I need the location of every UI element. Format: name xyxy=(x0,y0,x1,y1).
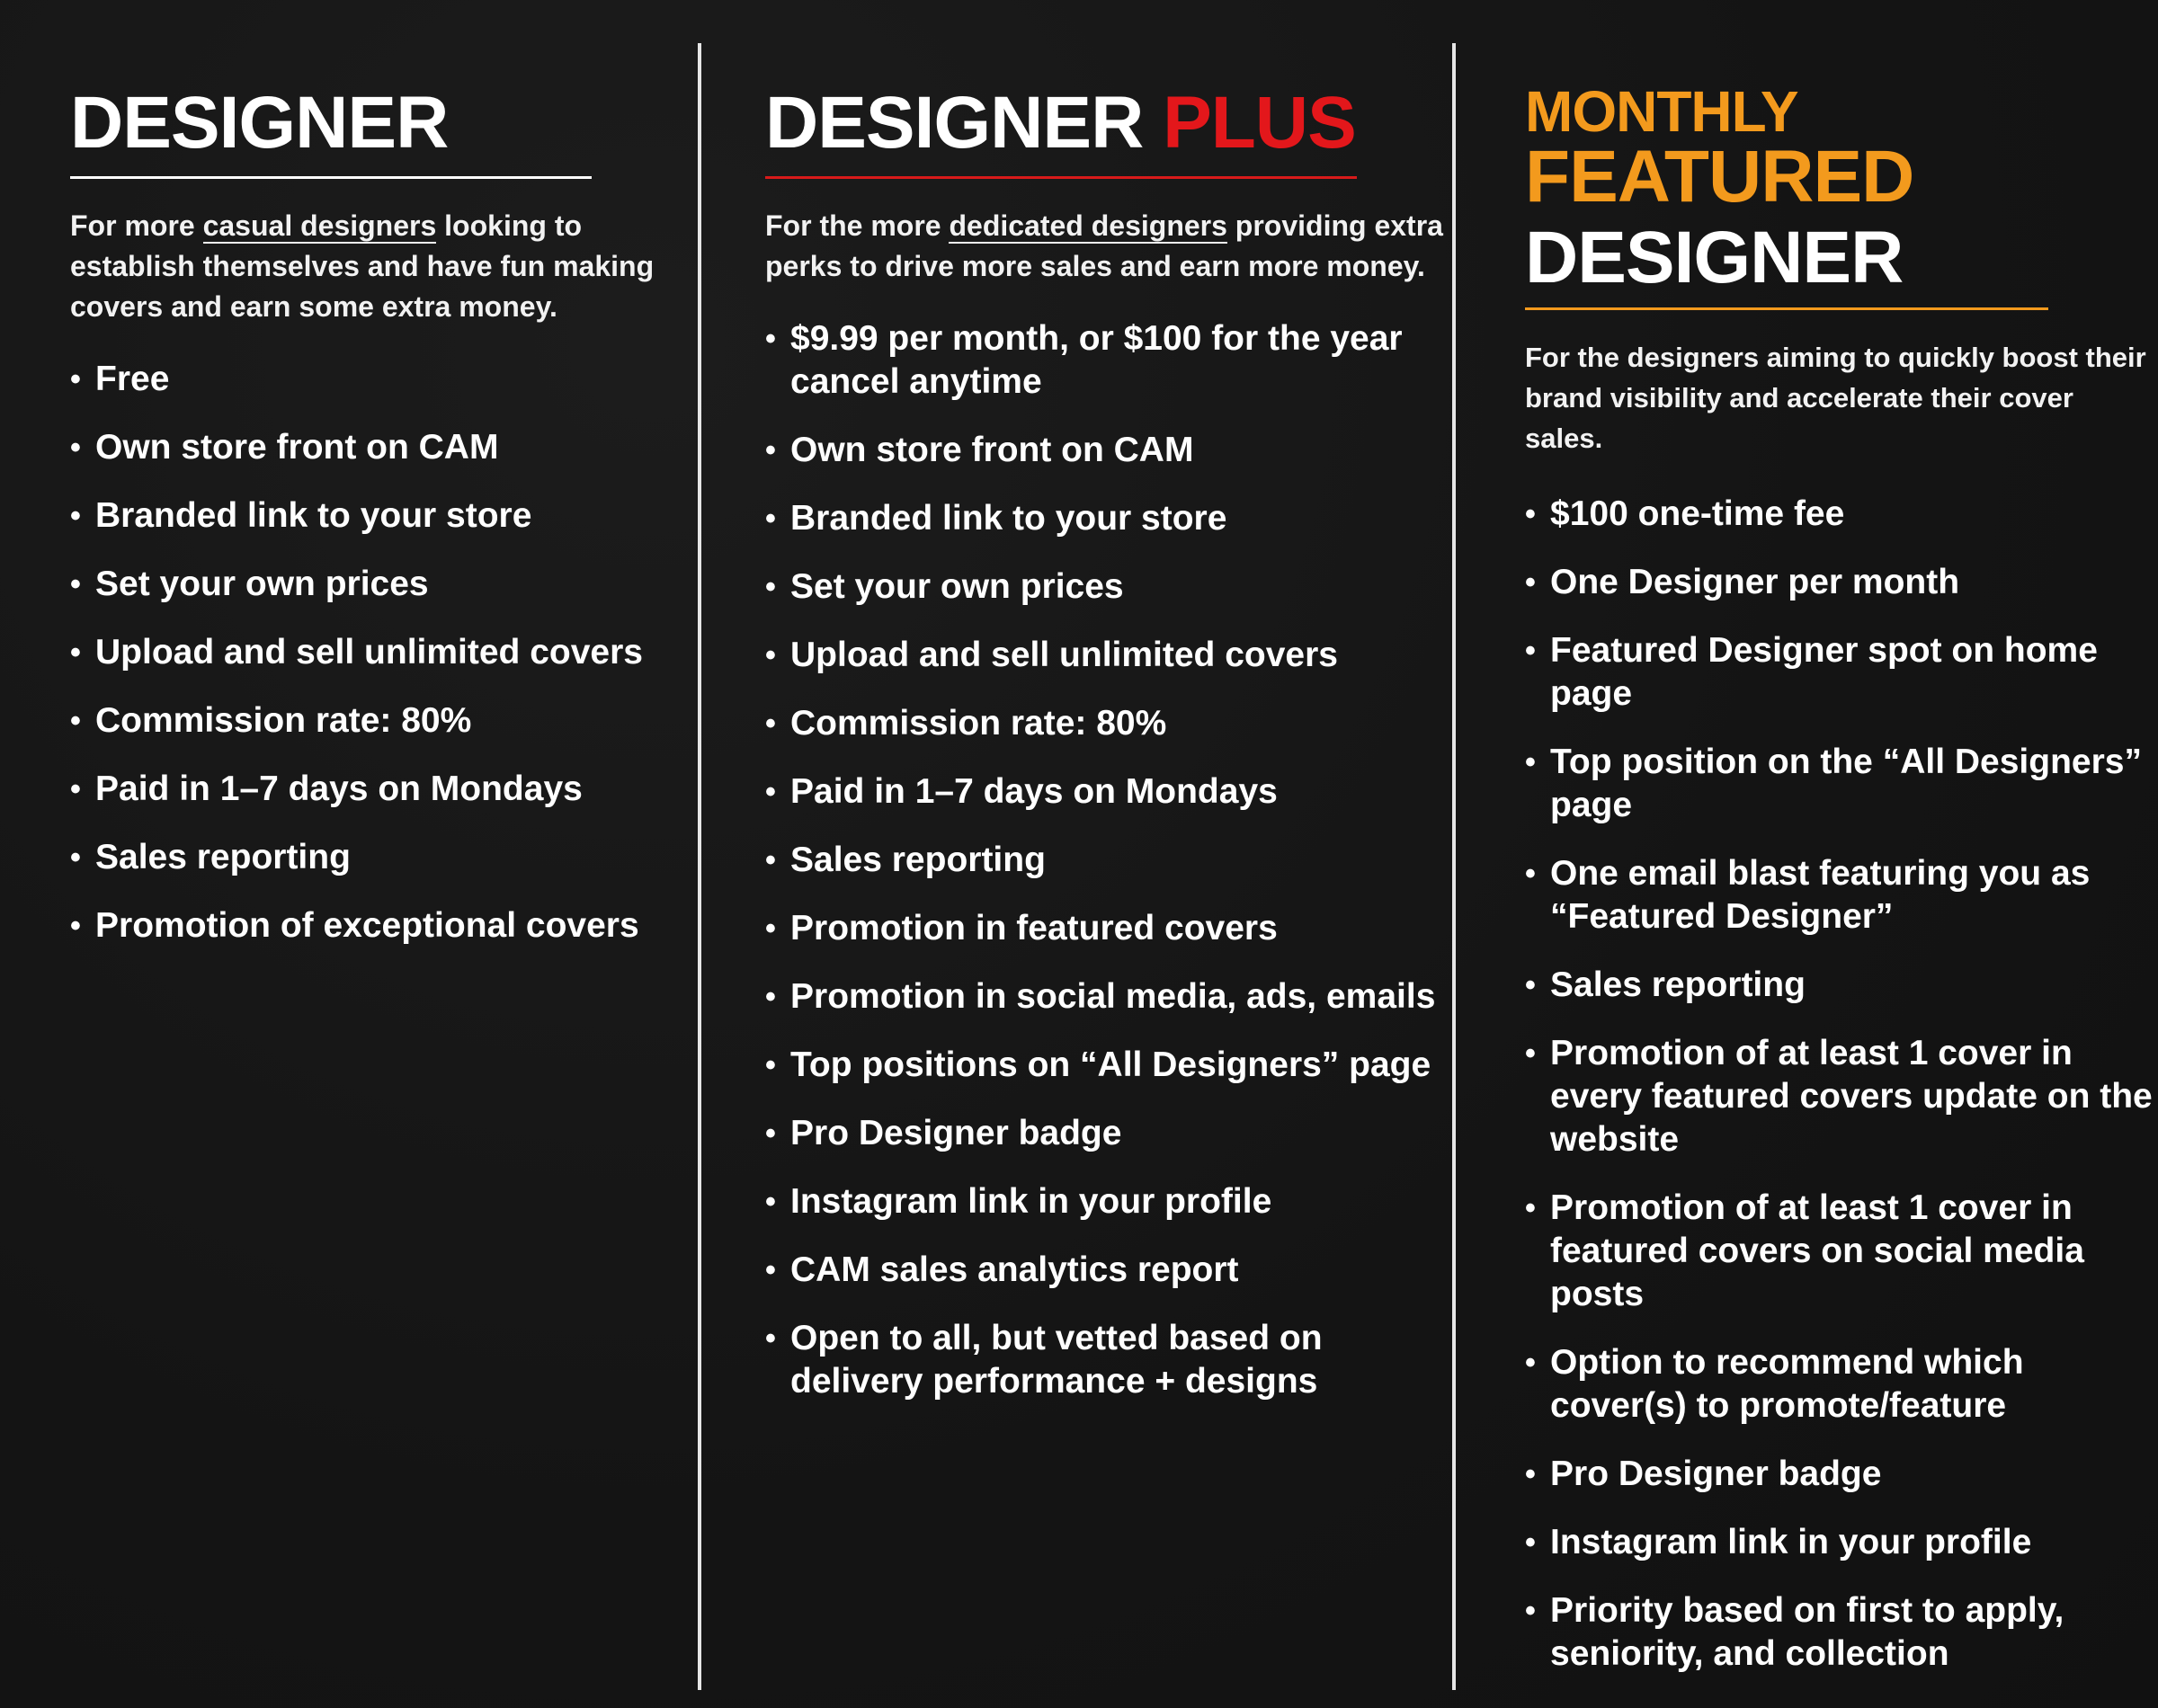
monthly-featured-feature-item: • Priority based on first to apply, seniority, and collection xyxy=(1525,1589,2158,1676)
designer-plus-plan-intro xyxy=(765,206,1454,287)
designer-plus-intro-text-end: providing extra perks to drive more sales and earn more money. xyxy=(765,209,1443,283)
designer-plus-title-underline xyxy=(765,176,1357,179)
designer-intro-text-start: For more xyxy=(70,209,203,243)
designer-plan-intro xyxy=(70,206,700,327)
monthly-featured-feature-item: • Pro Designer badge xyxy=(1525,1453,2158,1496)
designer-plus-feature-item: • Own store front on CAM xyxy=(765,429,1454,472)
designer-plan-title: DESIGNER xyxy=(70,82,449,164)
monthly-featured-feature-item: • Instagram link in your profile xyxy=(1525,1521,2158,1564)
designer-plus-intro-underlined: dedicated designers xyxy=(949,209,1227,243)
designer-feature-item: • Paid in 1–7 days on Mondays xyxy=(70,768,700,811)
designer-title-underline xyxy=(70,176,592,179)
monthly-featured-feature-item: • Promotion of at least 1 cover in featured covers on social media posts xyxy=(1525,1187,2158,1316)
monthly-featured-feature-item: • Option to recommend which cover(s) to promote/feature xyxy=(1525,1341,2158,1428)
monthly-featured-feature-item: • Sales reporting xyxy=(1525,964,2158,1007)
designer-intro-text-end: looking to establish themselves and have fun making covers and earn some extra money. xyxy=(70,209,655,324)
designer-feature-item: • Upload and sell unlimited covers xyxy=(70,631,700,674)
monthly-featured-plan-intro: For the designers aiming to quickly boost their brand visibility and accelerate their cover sales. xyxy=(1525,342,2146,454)
designer-plus-feature-item: • Paid in 1–7 days on Mondays xyxy=(765,770,1454,814)
designer-feature-item: • Commission rate: 80% xyxy=(70,699,700,743)
designer-plus-feature-item: • CAM sales analytics report xyxy=(765,1249,1454,1292)
designer-plus-feature-item: • Upload and sell unlimited covers xyxy=(765,634,1454,677)
designer-plus-title-plus: PLUS xyxy=(1163,82,1356,164)
monthly-featured-feature-item: • $100 one-time fee xyxy=(1525,493,2158,536)
designer-plus-feature-item: • Commission rate: 80% xyxy=(765,702,1454,745)
designer-feature-item: • Sales reporting xyxy=(70,836,700,879)
monthly-featured-feature-item: • Promotion of at least 1 cover in every featured covers update on the website xyxy=(1525,1032,2158,1161)
monthly-featured-feature-item: • Featured Designer spot on home page xyxy=(1525,629,2158,716)
designer-plus-feature-item: • Instagram link in your profile xyxy=(765,1180,1454,1223)
designer-feature-list xyxy=(70,358,700,947)
designer-plus-feature-item: • Sales reporting xyxy=(765,839,1454,882)
designer-intro-underlined: casual designers xyxy=(202,209,437,243)
monthly-featured-plan-title xyxy=(1525,79,2158,298)
monthly-featured-plan-column xyxy=(1457,0,2158,1708)
designer-feature-item: • Set your own prices xyxy=(70,563,700,606)
monthly-featured-feature-list xyxy=(1525,493,2158,1676)
designer-plus-intro-text-start: For the more xyxy=(765,209,950,243)
designer-plus-title-designer: DESIGNER xyxy=(765,82,1144,164)
designer-feature-item: • Own store front on CAM xyxy=(70,426,700,469)
designer-plus-feature-item: • Branded link to your store xyxy=(765,497,1454,540)
designer-feature-item: • Free xyxy=(70,358,700,401)
designer-plus-feature-item: • Set your own prices xyxy=(765,565,1454,609)
designer-plan-column xyxy=(0,0,700,1708)
designer-plus-feature-item: • Pro Designer badge xyxy=(765,1112,1454,1155)
monthly-featured-title-designer: DESIGNER xyxy=(1525,217,1904,298)
monthly-featured-title-monthly: MONTHLY xyxy=(1525,79,1798,144)
designer-feature-item: • Promotion of exceptional covers xyxy=(70,904,700,947)
designer-plus-feature-item: • Promotion in featured covers xyxy=(765,907,1454,950)
monthly-featured-title-featured: FEATURED xyxy=(1525,136,1914,218)
designer-plus-plan-title xyxy=(765,83,1454,164)
monthly-featured-feature-item: • One Designer per month xyxy=(1525,561,2158,604)
designer-plus-feature-item: • Open to all, but vetted based on delivery performance + designs xyxy=(765,1317,1454,1403)
designer-plus-feature-item: • Top positions on “All Designers” page xyxy=(765,1044,1454,1087)
designer-feature-item: • Branded link to your store xyxy=(70,494,700,538)
monthly-featured-feature-item: • Top position on the “All Designers” page xyxy=(1525,741,2158,827)
designer-plus-feature-item: • $9.99 per month, or $100 for the year cancel anytime xyxy=(765,317,1454,404)
designer-plus-feature-list xyxy=(765,317,1454,1403)
designer-plus-feature-item: • Promotion in social media, ads, emails xyxy=(765,975,1454,1019)
designer-plus-plan-column xyxy=(702,0,1454,1708)
monthly-featured-title-underline xyxy=(1525,307,2048,310)
monthly-featured-feature-item: • One email blast featuring you as “Featured Designer” xyxy=(1525,852,2158,939)
